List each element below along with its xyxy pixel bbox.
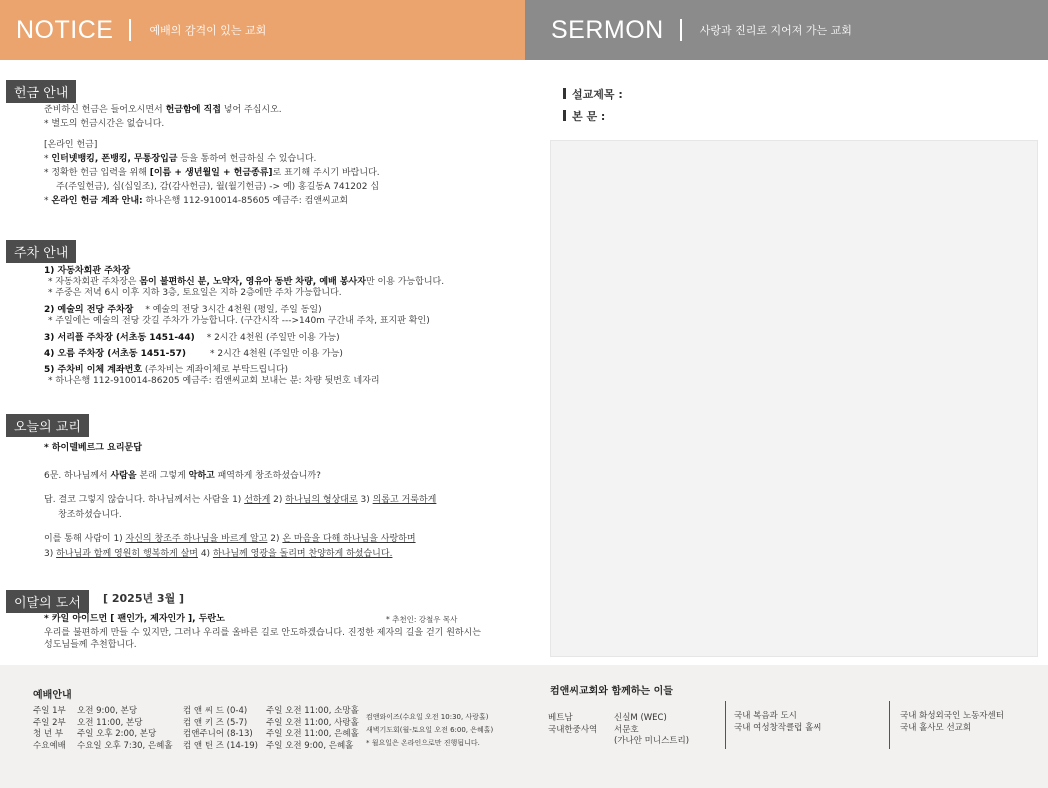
partners-group-3: 국내 화성외국인 노동자센터 국내 홀사모 선교회 [900, 711, 1004, 733]
worship-col-3: 컴 앤 씨 드 (0-4) 컴 앤 키 즈 (5-7) 컴앤주니어 (8-13) 컴 앤 틴 즈 (14-19) [183, 706, 258, 751]
parking-item-1b: * 주중은 저녁 6시 이후 지하 3층, 토요일은 지하 2층에만 주차 가능합니다. [48, 288, 342, 298]
partners-group-2: 국내 복음과 도시 국내 여성창작클럽 홀씨 [734, 711, 822, 733]
book-title: * 카일 아이드먼 [ 팬인가, 제자인가 ], 두란노 [44, 614, 225, 624]
notice-subtitle: 예배의 감격이 있는 교회 [149, 24, 267, 37]
parking-item-2: 2) 예술의 전당 주차장 * 예술의 전당 3시간 4천원 (평일, 주일 동일) [44, 305, 322, 315]
worship-col-4: 주일 오전 11:00, 소망홀 주일 오전 11:00, 사랑홀 주일 오전 11:00, 은혜홀 주일 오전 9:00, 은혜홀 [266, 706, 359, 751]
section-tag-offering: 헌금 안내 [6, 80, 76, 103]
offering-line-3: [온라인 헌금] [44, 140, 98, 150]
notice-title: NOTICE [16, 15, 114, 44]
partners-group-1-names: 신실M (WEC) 서문호 (가나안 미니스트리) [614, 713, 690, 746]
doctrine-answer-2: 창조하셨습니다. [58, 510, 122, 520]
header-divider [129, 19, 131, 41]
offering-line-5: * 정확한 헌금 입력을 위해 [이름 + 생년월일 + 헌금종류]로 표기해 주시기 바랍니다. [44, 168, 380, 178]
header-divider [680, 19, 682, 41]
offering-line-4: * 인터넷뱅킹, 폰뱅킹, 무통장입금 등을 통하여 헌금하실 수 있습니다. [44, 154, 317, 164]
worship-title: 예배안내 [33, 690, 72, 701]
book-desc-2: 성도님들께 추천합니다. [44, 640, 137, 650]
sermon-title: SERMON [551, 15, 664, 44]
doctrine-question: 6문. 하나님께서 사람을 본래 그렇게 악하고 패역하게 창조하셨습니까? [44, 471, 321, 481]
offering-line-7: * 온라인 헌금 계좌 안내: 하나은행 112-910014-85605 예금주: 컴앤씨교회 [44, 196, 349, 206]
partners-title: 컴앤씨교회와 함께하는 이들 [550, 686, 673, 697]
partners-divider [889, 701, 890, 749]
notice-header [0, 0, 525, 60]
parking-item-5: 5) 주차비 이체 계좌번호 (주차비는 계좌이체로 부탁드립니다) [44, 365, 289, 375]
offering-line-2: * 별도의 헌금시간은 없습니다. [44, 119, 165, 129]
partners-group-1-region: 베트남 국내한중사역 [548, 713, 598, 735]
offering-line-1: 준비하신 헌금은 들어오시면서 헌금함에 직접 넣어 주십시오. [44, 105, 282, 115]
section-tag-book: 이달의 도서 [6, 590, 89, 613]
sermon-header [525, 0, 1048, 60]
sermon-title-label: 설교제목 : [563, 86, 623, 102]
offering-line-6: 주(주일헌금), 십(십일조), 감(감사헌금), 월(월기헌금) -> 예) 홍길동A 741202 십 [56, 182, 380, 192]
sermon-text-label: 본 문 : [563, 108, 605, 124]
parking-item-4: 4) 오름 주차장 (서초동 1451-57) * 2시간 4천원 (주일만 이용 가능) [44, 349, 343, 359]
book-desc-1: 우리를 불편하게 만들 수 있지만, 그러나 우리를 올바른 길로 안도하겠습니다. 진정한 제자의 길을 걷기 원하시는 [44, 628, 482, 638]
worship-col-5: 컴앤와이즈(수요일 오전 10:30, 사랑홀) 새벽기도회(월-토요일 오전 6:00, 은혜홀) * 월요일은 온라인으로만 진행됩니다. [366, 713, 494, 747]
partners-divider [725, 701, 726, 749]
sermon-subtitle: 사랑과 진리로 지어져 가는 교회 [699, 24, 852, 37]
notice-column [0, 60, 525, 665]
label-marker [563, 110, 566, 121]
sermon-notes-box [550, 140, 1038, 657]
parking-item-1a: * 자동차회관 주차장은 몸이 불편하신 분, 노약자, 영유아 동반 차량, 예배 봉사자만 이용 가능합니다. [48, 277, 445, 287]
section-tag-parking: 주차 안내 [6, 240, 76, 263]
worship-col-1: 주일 1부 주일 2부 청 년 부 수요예배 [33, 706, 66, 751]
worship-col-2: 오전 9:00, 본당 오전 11:00, 본당 주일 오후 2:00, 본당 수요일 오후 7:30, 은혜홀 [77, 706, 173, 751]
parking-item-5a: * 하나은행 112-910014-86205 예금주: 컴앤씨교회 보내는 분: 차량 뒷번호 네자리 [48, 376, 380, 386]
doctrine-purpose-1: 이를 통해 사람이 1) 자신의 창조주 하나님을 바르게 알고 2) 온 마음을 다해 하나님을 사랑하며 [44, 534, 416, 544]
doctrine-purpose-2: 3) 하나님과 함께 영원히 행복하게 살며 4) 하나님께 영광을 돌리며 찬양하게 하셨습니다. [44, 549, 393, 559]
book-recommender: * 추천인: 강철우 목사 [386, 615, 458, 624]
label-marker [563, 88, 566, 99]
doctrine-answer-1: 답. 결코 그렇지 않습니다. 하나님께서는 사람을 1) 선하게 2) 하나님의 형상대로 3) 의롭고 거룩하게 [44, 495, 437, 505]
doctrine-catechism: * 하이델베르그 요리문답 [44, 443, 142, 453]
parking-item-3: 3) 서리플 주차장 (서초동 1451-44) * 2시간 4천원 (주일만 이용 가능) [44, 333, 340, 343]
parking-item-2a: * 주일에는 예술의 전당 갓길 주차가 가능합니다. (구간시작 --->140m 구간내 주차, 표지판 확인) [48, 316, 430, 326]
footer [0, 665, 1048, 788]
book-month: [ 2025년 3월 ] [103, 592, 185, 605]
parking-item-1: 1) 자동차회관 주차장 [44, 266, 131, 276]
section-tag-doctrine: 오늘의 교리 [6, 414, 89, 437]
sermon-column [525, 60, 1048, 665]
